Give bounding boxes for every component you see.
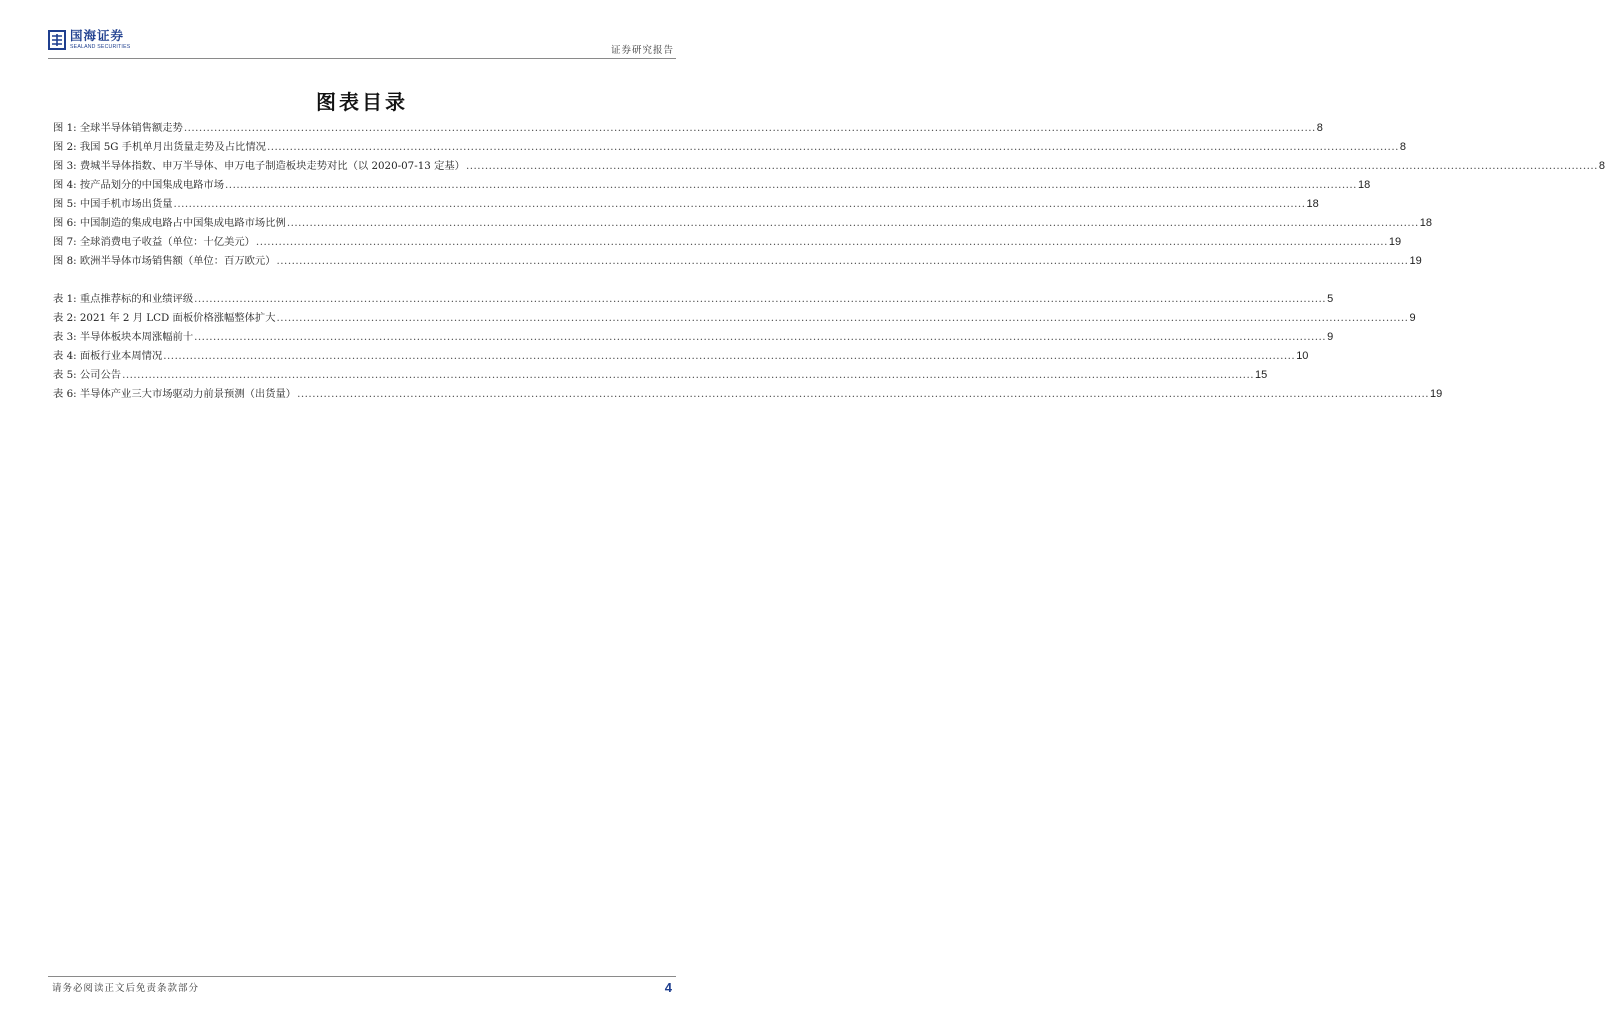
dot-leader: ............................................................................................................................................................................................................................................................................................................ (465, 160, 1598, 172)
toc-entry-label: 表 5: 公司公告 (53, 369, 122, 381)
toc-entry-label: 图 7: 全球消费电子收益（单位：十亿美元） (53, 236, 255, 248)
disclaimer-note: 请务必阅读正文后免责条款部分 (52, 983, 200, 994)
toc-entry-label: 图 6: 中国制造的集成电路占中国集成电路市场比例 (53, 217, 286, 229)
sealand-logo-icon (48, 30, 66, 50)
dot-leader: ............................................................................................................................................................................................................................................................................................................ (173, 198, 1306, 210)
toc-entry-label: 图 4: 按产品划分的中国集成电路市场 (53, 179, 225, 191)
report-type-label: 证券研究报告 (610, 45, 674, 56)
figure-toc-row[interactable] (53, 119, 1323, 138)
figure-toc-row[interactable] (53, 157, 1605, 176)
dot-leader: ............................................................................................................................................................................................................................................................................................................ (276, 312, 1409, 324)
page-title: 图表目录 (316, 90, 408, 114)
dot-leader: ............................................................................................................................................................................................................................................................................................................ (255, 236, 1388, 248)
toc-entry-page: 9 (1327, 331, 1334, 343)
figure-toc-row[interactable] (53, 176, 1371, 195)
dot-leader: ............................................................................................................................................................................................................................................................................................................ (286, 217, 1419, 229)
figure-toc-row[interactable] (53, 233, 1402, 252)
logo-english-name: SEALAND SECURITIES (70, 43, 131, 50)
toc-entry-page: 5 (1327, 293, 1334, 305)
table-toc-row[interactable] (53, 309, 1416, 328)
dot-leader: ............................................................................................................................................................................................................................................................................................................ (183, 122, 1316, 134)
table-toc-row[interactable] (53, 366, 1268, 385)
toc-entry-label: 图 1: 全球半导体销售额走势 (53, 122, 183, 134)
dot-leader: ............................................................................................................................................................................................................................................................................................................ (122, 369, 1254, 381)
toc-entry-label: 表 6: 半导体产业三大市场驱动力前景预测（出货量） (53, 388, 297, 400)
toc-entry-label: 表 2: 2021 年 2 月 LCD 面板价格涨幅整体扩大 (53, 312, 276, 324)
toc-entry-label: 表 1: 重点推荐标的和业绩评级 (53, 293, 194, 305)
toc-entry-page: 19 (1409, 255, 1422, 267)
figure-toc-row[interactable] (53, 214, 1432, 233)
figure-index-list (53, 119, 1605, 271)
toc-entry-page: 18 (1306, 198, 1319, 210)
toc-entry-page: 8 (1316, 122, 1323, 134)
toc-entry-label: 图 8: 欧洲半导体市场销售额（单位：百万欧元） (53, 255, 276, 267)
toc-entry-page: 9 (1409, 312, 1416, 324)
dot-leader: ............................................................................................................................................................................................................................................................................................................ (194, 331, 1327, 343)
table-toc-row[interactable] (53, 290, 1334, 309)
company-logo (48, 30, 130, 50)
table-toc-row[interactable] (53, 328, 1334, 347)
toc-entry-label: 图 2: 我国 5G 手机单月出货量走势及占比情况 (53, 141, 266, 153)
figure-toc-row[interactable] (53, 195, 1319, 214)
figure-toc-row[interactable] (53, 138, 1406, 157)
header-divider (48, 58, 676, 59)
toc-entry-page: 8 (1399, 141, 1406, 153)
toc-entry-label: 表 4: 面板行业本周情况 (53, 350, 163, 362)
figure-toc-row[interactable] (53, 252, 1422, 271)
toc-entry-page: 18 (1357, 179, 1371, 191)
toc-entry-page: 19 (1388, 236, 1402, 248)
page-header (48, 30, 676, 58)
dot-leader: ............................................................................................................................................................................................................................................................................................................ (194, 293, 1327, 305)
footer-divider (48, 976, 676, 977)
toc-entry-label: 表 3: 半导体板块本周涨幅前十 (53, 331, 194, 343)
toc-entry-page: 18 (1419, 217, 1432, 229)
dot-leader: ............................................................................................................................................................................................................................................................................................................ (266, 141, 1399, 153)
toc-entry-label: 图 5: 中国手机市场出货量 (53, 198, 173, 210)
table-toc-row[interactable] (53, 385, 1443, 404)
dot-leader: ............................................................................................................................................................................................................................................................................................................ (276, 255, 1409, 267)
toc-entry-label: 图 3: 费城半导体指数、申万半导体、申万电子制造板块走势对比（以 2020-07-13 定基） (53, 160, 465, 172)
dot-leader: ............................................................................................................................................................................................................................................................................................................ (163, 350, 1296, 362)
toc-entry-page: 15 (1255, 369, 1268, 381)
toc-entry-page: 19 (1430, 388, 1443, 400)
table-index-list (53, 290, 1443, 404)
dot-leader: ............................................................................................................................................................................................................................................................................................................ (225, 179, 1357, 191)
toc-entry-page: 8 (1598, 160, 1605, 172)
dot-leader: ............................................................................................................................................................................................................................................................................................................ (297, 388, 1430, 400)
toc-entry-page: 10 (1296, 350, 1309, 362)
page-number: 4 (664, 980, 672, 995)
table-toc-row[interactable] (53, 347, 1309, 366)
logo-chinese-name: 国海证券 (70, 28, 125, 44)
